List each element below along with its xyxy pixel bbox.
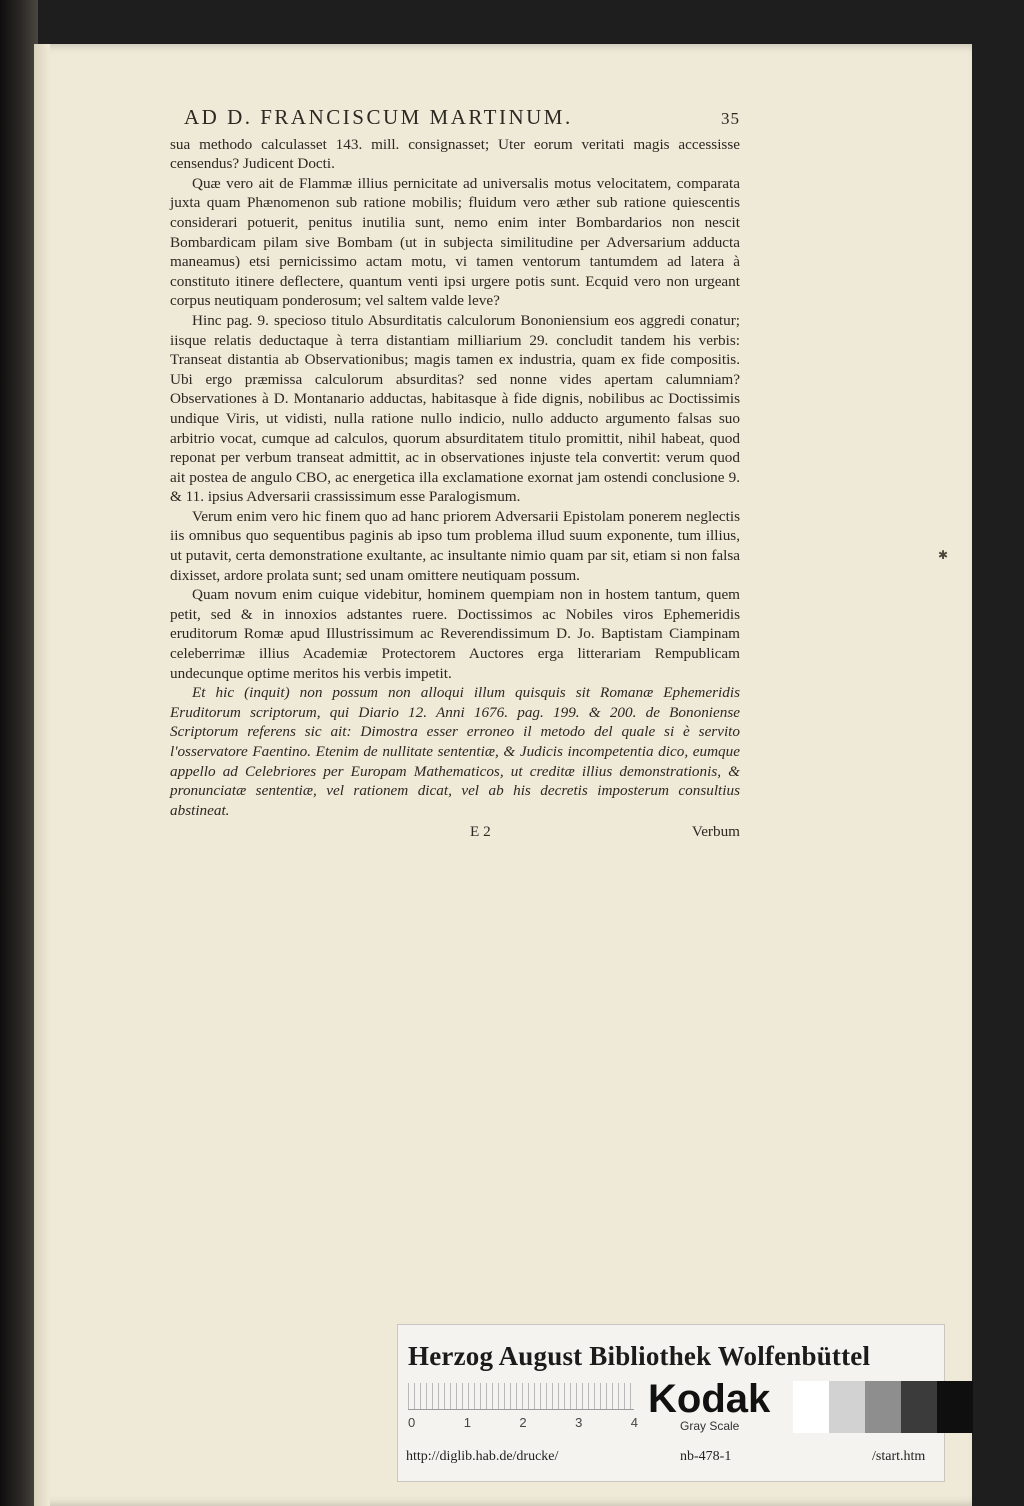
paragraph-3: Hinc pag. 9. specioso titulo Absurditatis calculorum Bononiensium eos aggredi conatur; iisque relatis deductaque à terra distantiam milliarium 29. concludit tandem his verbis: Transeat distantia ab Observationibus; magis tamen ex industria, quam ex fide compositis. Ubi ergo præmissa calculorum absurditas? sed nonne vides apertam calumniam? Observationes à D. Montanario adductas, habitasque à fide dignis, nobilibus ac Doctissimis undique Viris, ut vidisti, nulla ratione nullo indicio, nullo adducto argumento falsas suo arbitrio vocat, cumque ad calculos, quorum absurditatem titulo promittit, nihil habeat, quod reponat per verbum transeat admittit, ac in observationes injuste tela convertit: verum quod ait postea de angulo CBO, ac energetica illa exclamatione exornat jam ostendi conclusione 9. & 11. ipsius Adversarii crassissimum esse Paralogismum.: [170, 311, 740, 506]
ruler-number: 2: [519, 1415, 527, 1430]
header-title: AD D. FRANCISCUM MARTINUM.: [184, 105, 573, 129]
paragraph-5: Quam novum enim cuique videbitur, hominem quempiam non in hostem tantum, quem petit, sed & in innoxios adstantes ruere. Doctissimos ac Nobiles viros Ephemeridis eruditorum Romæ apud Illustrissimum ac Reverendissimum D. Jo. Baptistam Ciampinam celeberrimæ illius Academiæ Protectorem Auctores erga litterariam Rempublicam undecunque optime meritos his verbis impetit.: [170, 586, 740, 682]
gray-swatch: [937, 1381, 973, 1433]
ink-speck-icon: ✱: [938, 548, 949, 562]
gray-swatch: [865, 1381, 901, 1433]
ruler-numbers: [408, 1415, 638, 1430]
running-header: [170, 105, 740, 129]
page-text: [170, 105, 740, 842]
paragraph-6-quotation: Et hic (inquit) non possum non alloqui illum quisquis sit Romanæ Ephemeridis Eruditorum scriptorum, qui Diario 12. Anni 1676. pag. 199. & 200. de Bononiense Scriptorum referens sic ait: Dimostra esser erroneo il metodo del quale si è servito l'osservatore Faentino. Etenim de nullitate sententiæ, & Judicis incompetentia dico, eumque appello ad Celebriores per Europam Mathematicos, ut creditæ illius demonstrationis, & pronunciatæ sententiæ, vel rationem dicat, vel ab his decretis imposterum consultius abstineat.: [170, 684, 740, 819]
gray-swatch: [901, 1381, 937, 1433]
page-number: 35: [721, 109, 740, 128]
gray-scale-label: Gray Scale: [680, 1419, 740, 1433]
page-gutter-shadow: [34, 44, 50, 1506]
gray-swatch: [793, 1381, 829, 1433]
ruler-number: 1: [463, 1415, 471, 1430]
paragraph-2: Quæ vero ait de Flammæ illius pernicitate ad universalis motus velocitatem, comparata juxta quam Phænomenon sub ratione mobilis; fluidum vero æther sub ratione quiescentis considerari potuerit, penitus inutilia sunt, nemo enim inter Bombardarios non nescit Bombardicam pilam sive Bombam (ut in subjecta similitudine per Adversarium adducta maneamus) etsi pernicissimo actam motu, vi tamen ventorum tantumdem ad latera à constituto itinere deflectere, quantum venti ipsi urgere potis sunt. Ecquid vero non urgeant corpus neutiquam ponderosum; vel saltem valde leve?: [170, 174, 740, 310]
ruler-number: 3: [575, 1415, 583, 1430]
scale-ruler: [408, 1383, 634, 1410]
paragraph-4: Verum enim vero hic finem quo ad hanc priorem Adversarii Epistolam ponerem neglectis iis omnibus quo sequentibus paginis ab ipso tum problema illud suum exponente, tum illius, ut putavit, certa demonstratione exultante, ac insultante nimio quam par sit, etiam si non falsa dixisset, ardore prolata sunt; sed unam omittere neutiquam possum.: [170, 507, 740, 584]
signature-mark: E 2: [470, 823, 491, 841]
url-suffix: /start.htm: [872, 1449, 926, 1464]
ruler-number: 4: [630, 1415, 638, 1430]
url-base: http://diglib.hab.de/drucke/: [406, 1449, 559, 1464]
gray-swatch: [829, 1381, 865, 1433]
shelfmark: nb-478-1: [680, 1449, 732, 1464]
catchword: Verbum: [691, 823, 740, 841]
book-spine: [0, 0, 38, 1506]
gray-scale-swatches: [793, 1381, 973, 1433]
page-footer: [170, 822, 740, 842]
color-calibration-target: [397, 1324, 945, 1482]
kodak-logo: Kodak: [648, 1377, 771, 1421]
paragraph-1: sua methodo calculasset 143. mill. consignasset; Uter eorum veritati magis accessisse censendus? Judicent Docti.: [170, 135, 740, 173]
library-name: Herzog August Bibliothek Wolfenbüttel: [408, 1341, 871, 1371]
ruler-number: 0: [408, 1415, 416, 1430]
